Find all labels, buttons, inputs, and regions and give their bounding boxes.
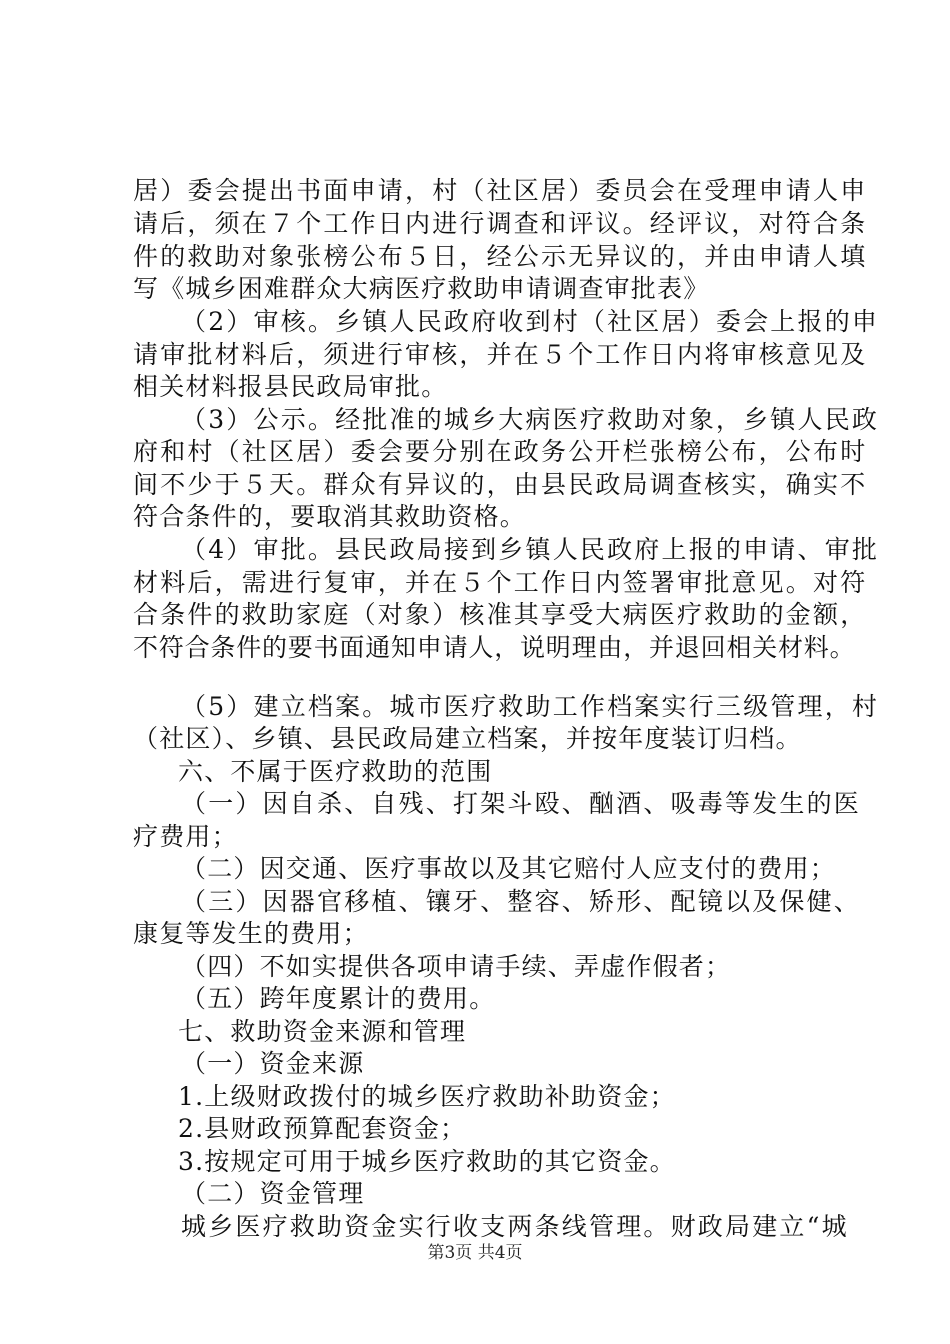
list-item: （四）不如实提供各项申请手续、弄虚作假者； (181, 952, 732, 981)
paragraph-heading-line: （3）公示。经批准的城乡大病医疗救助对象，乡镇人民政 (181, 405, 880, 434)
body-text-line: 间不少于５天。群众有异议的，由县民政局调查核实，确实不 (133, 470, 868, 499)
body-text-line: 相关材料报县民政局审批。 (133, 372, 448, 401)
list-item: 1.上级财政拨付的城乡医疗救助补助资金； (178, 1082, 676, 1111)
body-text-line: 材料后，需进行复审，并在５个工作日内签署审批意见。对符 (133, 568, 868, 597)
section-heading: 六、不属于医疗救助的范围 (178, 757, 493, 786)
section-heading: 七、救助资金来源和管理 (178, 1017, 467, 1046)
body-text-line: 不符合条件的要书面通知申请人，说明理由，并退回相关材料。 (133, 633, 856, 662)
list-item: 3.按规定可用于城乡医疗救助的其它资金。 (178, 1147, 676, 1176)
list-item-continuation: 疗费用； (133, 822, 238, 851)
list-item: 2.县财政预算配套资金； (178, 1114, 467, 1143)
subsection-heading: （二）资金管理 (181, 1179, 365, 1208)
body-text-line: 合条件的救助家庭（对象）核准其享受大病医疗救助的金额， (133, 600, 868, 629)
body-text-line: 请后，须在７个工作日内进行调查和评议。经评议，对符合条 (133, 209, 868, 238)
list-item: （五）跨年度累计的费用。 (181, 984, 496, 1013)
list-item: （一）因自杀、自残、打架斗殴、酗酒、吸毒等发生的医 (181, 789, 862, 818)
body-text-line: 符合条件的，要取消其救助资格。 (133, 502, 527, 531)
body-text-line: 请审批材料后，须进行审核，并在５个工作日内将审核意见及 (133, 340, 868, 369)
body-text-line: 件的救助对象张榜公布５日，经公示无异议的，并由申请人填 (133, 242, 868, 271)
page-number-footer: 第3页 共4页 (427, 1243, 523, 1263)
body-text-line: 居）委会提出书面申请，村（社区居）委员会在受理申请人申 (133, 176, 868, 205)
paragraph-heading-line: （2）审核。乡镇人民政府收到村（社区居）委会上报的申 (181, 307, 880, 336)
paragraph-heading-line: （4）审批。县民政局接到乡镇人民政府上报的申请、审批 (181, 535, 880, 564)
body-text-line: 写《城乡困难群众大病医疗救助申请调查审批表》 (133, 274, 710, 303)
subsection-heading: （一）资金来源 (181, 1049, 365, 1078)
body-text-line: 府和村（社区居）委会要分别在政务公开栏张榜公布，公布时 (133, 437, 868, 466)
list-item-continuation: 康复等发生的费用； (133, 919, 369, 948)
body-text-line: （社区）、乡镇、县民政局建立档案，并按年度装订归档。 (133, 724, 802, 753)
list-item: （二）因交通、医疗事故以及其它赔付人应支付的费用； (181, 854, 837, 883)
list-item: （三）因器官移植、镶牙、整容、矫形、配镜以及保健、 (181, 887, 862, 916)
paragraph-heading-line: （5）建立档案。城市医疗救助工作档案实行三级管理，村 (181, 692, 880, 721)
body-text-line: 城乡医疗救助资金实行收支两条线管理。财政局建立“城 (181, 1212, 849, 1241)
